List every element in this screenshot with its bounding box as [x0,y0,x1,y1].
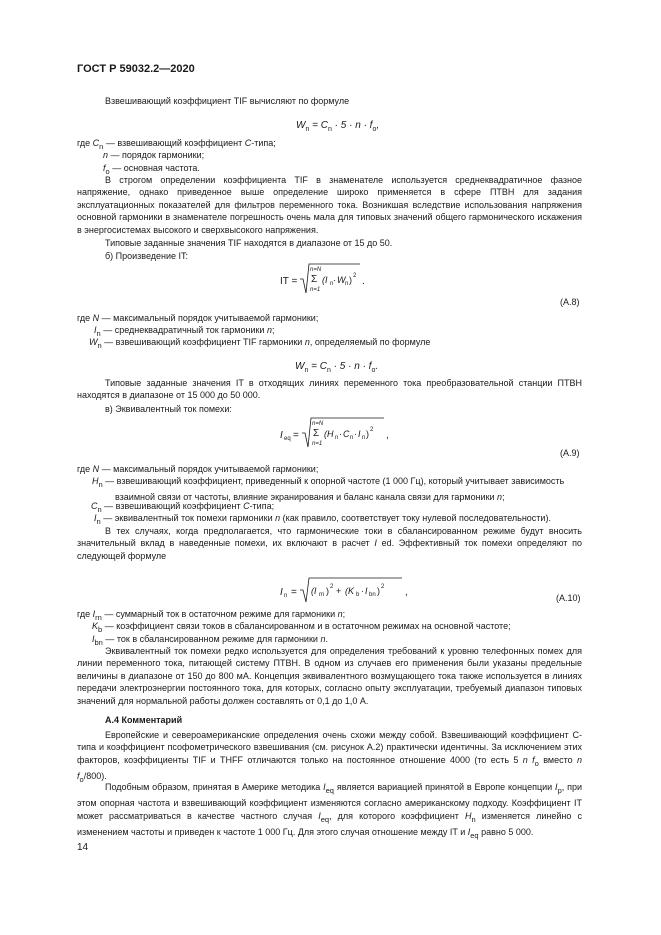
svg-text:2: 2 [370,427,374,433]
svg-text:n=1: n=1 [312,441,323,447]
eq-number-a8: (А.8) [560,297,580,307]
svg-text:·: · [339,429,342,439]
document-header: ГОСТ Р 59032.2—2020 [77,63,195,75]
svg-text:·: · [361,586,364,596]
svg-text:n=N: n=N [312,421,324,427]
in-def-ibn: $I_{bn}$ — ток в сбалансированном режиме для гармоники n. [92,634,328,647]
svg-text:rn: rn [319,592,325,598]
svg-text:): ) [377,586,380,596]
svg-text:eq: eq [284,436,291,442]
svg-text:(I: (I [311,586,317,596]
ieq-balanced-paragraph: В тех случаях, когда предполагается, что гармонические токи в сбалансированном режиме будут вносить значительный вклад в наведенные помехи, их включают в расчет I ed. Эффективный ток помехи определяют по следующей формуле [77,526,582,561]
in-def-kb: $K_b$ — коэффициент связи токов в сбалансированном и в остаточном режимах на основной частоте; [92,621,511,634]
section-a4-para2: Подобным образом, принятая в Америке методика $I_{eq}$ является вариацией принятой в Европе концепции $I_p$, при этом опорная частота и взвешивающий коэффициент изменяются согласно американскому подходу. Коэффициент IT может рассматриваться в качестве частного случая $I_{eq}$, для которого коэффициент $H_n$ изменяется линейно с изменением частоты и приведен к частоте 1 000 Гц. Для этого случая отношение между IT и $I_{eq}$ равно 5 000. [77,782,583,840]
ieq-def-in: $I_n$ — эквивалентный ток помехи гармоники n (как правило, соответствует току нулевой последовательности). [94,513,551,526]
tif-formula: $W_n = C_n \cdot 5 \cdot n \cdot f_o$, [296,120,380,133]
svg-text:IT =: IT = [280,276,298,287]
tif-def-n: n — порядок гармоники; [103,150,205,160]
svg-text:,: , [386,430,389,441]
ieq-usage-paragraph: Эквивалентный ток помехи редко используется для определения требований к уровню телефонных помех для линии переменного тока, питающей систему ПТВН. В одном из случаев его применения были указаны предельные величины в диапазоне от 150 до 800 мА. Концепция эквивалентного возмущающего тока также используется в линиях передачи электроэнергии постоянного тока, для которых, согласно опыту эксплуатации, требуемый диапазон типовых значений для нормальной работы должен составлять от 0,1 до 1,0 А. [77,646,582,706]
svg-text:I: I [280,587,283,598]
ieq-item-heading: в) Эквивалентный ток помехи: [105,404,232,414]
svg-text:n: n [284,593,288,599]
svg-text:I: I [365,586,368,596]
svg-text:): ) [349,275,352,285]
svg-text:2: 2 [330,584,334,590]
svg-text:I: I [358,429,361,439]
tif-def-cn: где $C_n$ — взвешивающий коэффициент С-типа; [77,138,276,151]
eq-number-a10: (А.10) [556,593,581,603]
svg-text:(H: (H [324,429,334,439]
svg-text:n: n [362,435,366,441]
svg-text:(I: (I [322,275,328,285]
it-formula [280,260,400,300]
it-def-n: где N — максимальный порядок учитываемой гармоники; [77,313,319,323]
in-def-irn: где $I_{rn}$ — суммарный ток в остаточном режиме для гармоники n; [77,609,346,622]
svg-text:bn: bn [369,592,376,598]
svg-text:·: · [354,429,357,439]
eq-number-a9: (А.9) [560,448,580,458]
svg-text:+: + [336,586,342,596]
it-formula-wn: $W_n = C_n \cdot 5 \cdot n \cdot f_o$. [295,361,379,374]
svg-text:,: , [405,587,408,598]
svg-text:n: n [345,281,349,287]
tif-intro: Взвешивающий коэффициент TIF вычисляют по формуле [105,96,350,106]
tif-note: В строгом определении коэффициента TIF в знаменателе используется среднеквадратичное фазное напряжение, однако приведенное выше определение широко применяется в сфере ПТВН для задания эксплуатационных показателей для фильтров переменного тока. Возникшая вследствие использования напряжения основной гармоники в знаменателе погрешность очень мала для типовых значений общего гармонического искажения в энергосистемах высокого и сверхвысокого напряжения. [77,175,582,235]
tif-def-fo: $f_o$ — основная частота. [103,163,200,176]
svg-text:=: = [291,587,297,598]
svg-text:n=N: n=N [310,267,322,273]
svg-text:I: I [280,430,283,441]
it-def-wn: $W_n$ — взвешивающий коэффициент TIF гармоники n, определяемый по формуле [89,337,431,350]
in-formula [280,575,420,607]
tif-range: Типовые заданные значения TIF находятся в диапазоне от 15 до 50. [105,238,393,248]
section-a4-title: А.4 Комментарий [105,715,183,725]
svg-text:·: · [333,275,336,285]
it-range: Типовые заданные значения IT в отходящих линиях переменного тока преобразовательной станции ПТВН находятся в диапазоне от 15 000 до 50 000. [77,378,582,401]
svg-text:(K: (K [345,586,354,596]
section-a4-para1: Европейские и североамериканские определения очень схожи между собой. Взвешивающий коэффициент С-типа и коэффициент псофометрического взвешивания (см. рисунок А.2) практически идентичны. За исключением этих факторов, коэффициенты TIF и THFF отличаются только на постоянное отношение 4000 (то есть 5 n $f_o$ вместо n $f_o/800$). [77,730,582,784]
ieq-formula [280,414,405,454]
svg-text:b: b [356,592,360,598]
it-def-in: $I_n$ — среднеквадратичный ток гармоники n; [94,325,275,338]
svg-text:2: 2 [353,273,357,279]
svg-text:C: C [343,429,350,439]
svg-text:Σ: Σ [311,274,318,285]
svg-text:Σ: Σ [313,428,320,439]
svg-text:n=1: n=1 [310,287,321,293]
svg-text:): ) [326,586,329,596]
ieq-def-n: где N — максимальный порядок учитываемой гармоники; [77,464,319,474]
ieq-def-cn: $C_n$ — взвешивающий коэффициент С-типа; [91,501,275,514]
svg-text:.: . [362,276,365,287]
svg-text:n: n [335,435,339,441]
ieq-def-hn: $H_n$ — взвешивающий коэффициент, приведенный к опорной частоте (1 000 Гц), который учитывает зависимость взаимной связи от частоты, влияние экранирования и баланс канала связи для гармоники n; [92,476,565,503]
page-number: 14 [77,842,89,853]
svg-text:2: 2 [381,584,385,590]
svg-text:=: = [293,430,299,441]
svg-text:n: n [350,435,354,441]
svg-text:): ) [366,429,369,439]
it-item-heading: б) Произведение IT: [105,251,189,261]
svg-text:n: n [330,281,334,287]
svg-text:W: W [337,275,346,285]
